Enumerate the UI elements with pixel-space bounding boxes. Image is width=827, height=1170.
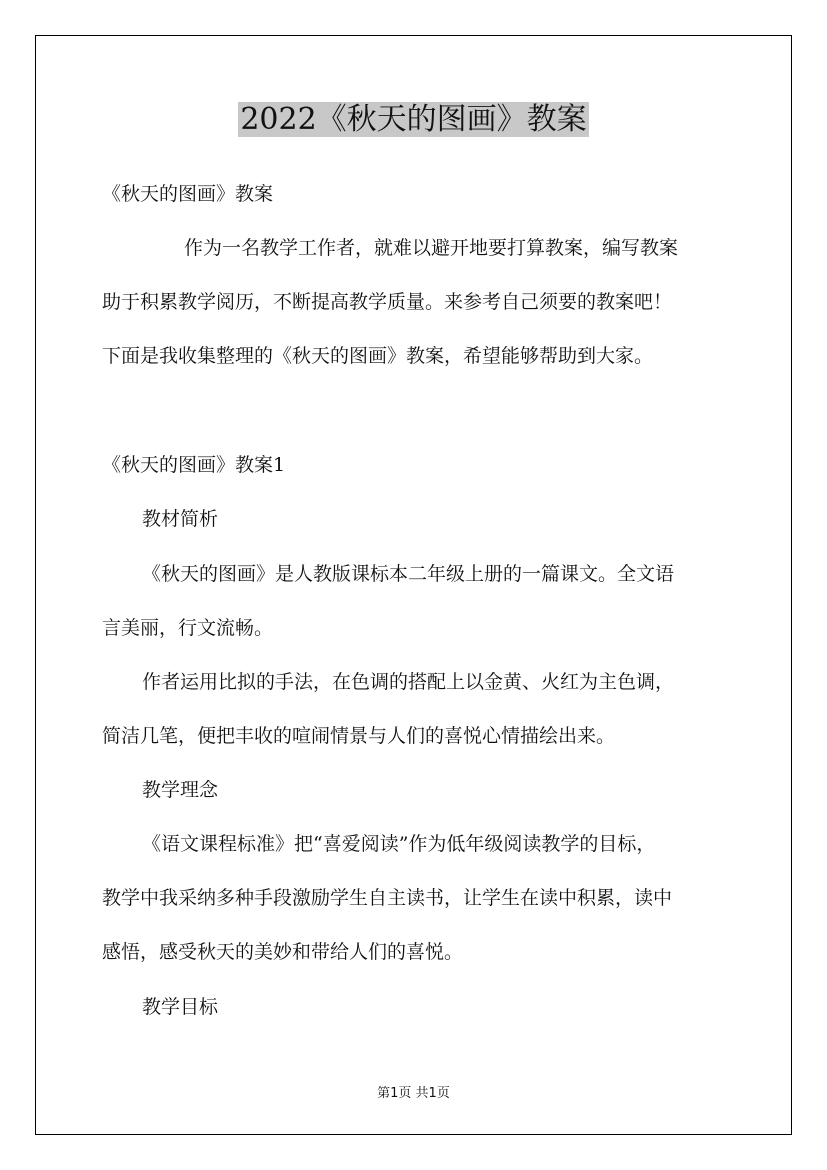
intro-paragraph-line2: 助于积累教学阅历，不断提高教学质量。来参考自己须要的教案吧！: [102, 291, 673, 313]
section1-heading: 《秋天的图画》教案1: [102, 454, 286, 476]
intro-paragraph-line3: 下面是我收集整理的《秋天的图画》教案，希望能够帮助到大家。: [102, 345, 654, 367]
philosophy-paragraph-line3: 感悟，感受秋天的美妙和带给人们的喜悦。: [102, 941, 464, 963]
page-footer: 第1页 共1页: [377, 1086, 450, 1101]
author-paragraph-line1: 作者运用比拟的手法，在色调的搭配上以金黄、火红为主色调，: [142, 671, 675, 693]
philosophy-paragraph-line2: 教学中我采纳多种手段激励学生自主读书，让学生在读中积累，读中: [102, 887, 673, 909]
intro-paragraph-line1: 作为一名教学工作者，就难以避开地要打算教案，编写教案: [184, 237, 679, 259]
intro-heading: 《秋天的图画》教案: [102, 183, 274, 205]
textbook-paragraph-line1: 《秋天的图画》是人教版课标本二年级上册的一篇课文。全文语: [142, 563, 675, 585]
philosophy-paragraph-line1: 《语文课程标准》把“喜爱阅读”作为低年级阅读教学的目标，: [142, 833, 656, 855]
subheading-teaching-goals: 教学目标: [142, 996, 219, 1018]
textbook-paragraph-line2: 言美丽，行文流畅。: [102, 617, 274, 639]
subheading-textbook-analysis: 教材简析: [142, 508, 219, 530]
document-title: 2022《秋天的图画》教案: [240, 102, 587, 137]
document-title-container: [0, 98, 827, 142]
author-paragraph-line2: 简洁几笔，便把丰收的喧闹情景与人们的喜悦心情描绘出来。: [102, 725, 616, 747]
subheading-teaching-philosophy: 教学理念: [142, 779, 219, 801]
